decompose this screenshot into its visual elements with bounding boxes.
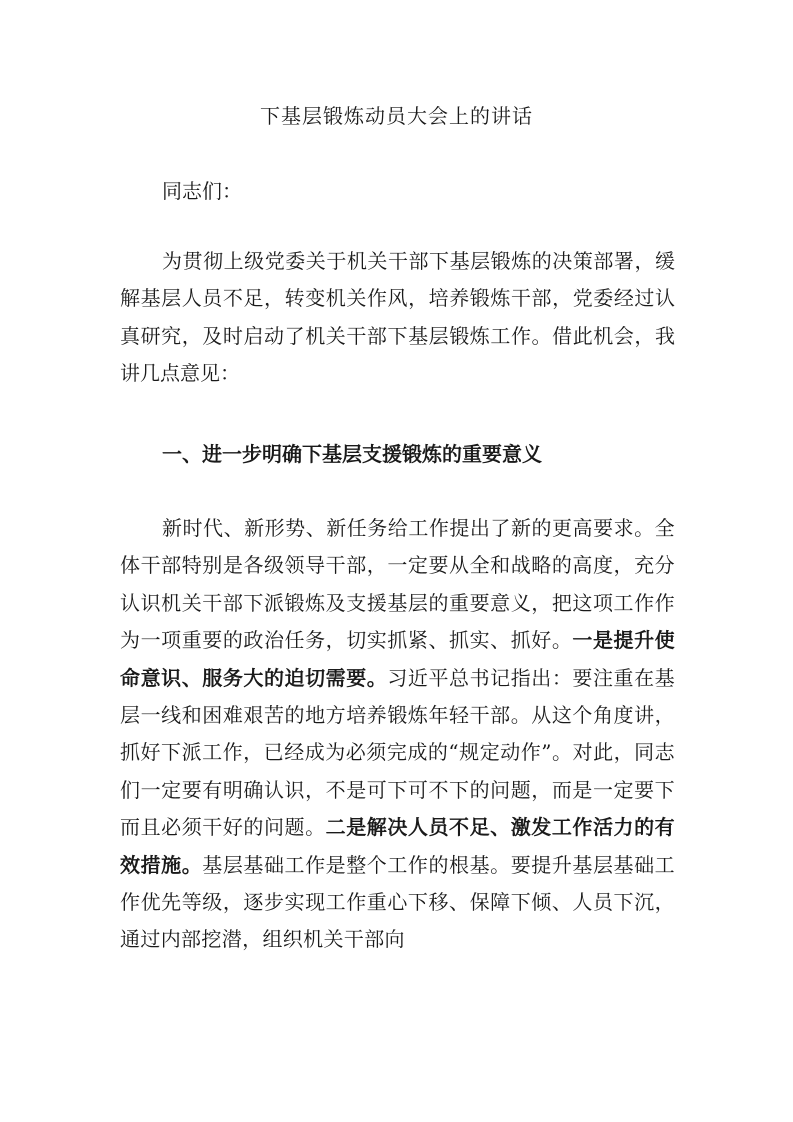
body-text-1: 新时代、新形势、新任务给工作提出了新的更高要求。全体干部特别是各级领导干部，一定要从全和战略的高度，充分认识机关干部下派锻炼及支援基层的重要意义，把这项工作作为一项重要的政治任务，切实抓紧、抓实、抓好。 xyxy=(120,516,675,653)
bold-point-2: 二是解决人员不足、激发工作活力的有效措施。 xyxy=(120,815,676,877)
intro-paragraph: 为贯彻上级党委关于机关干部下基层锻炼的决策部署，缓解基层人员不足，转变机关作风，培养锻炼干部，党委经过认真研究，及时启动了机关干部下基层锻炼工作。借此机会，我讲几点意见： xyxy=(120,249,675,386)
salutation: 同志们： xyxy=(162,179,242,203)
bold-point-1: 一是提升使命意识、服务大的迫切需要。 xyxy=(120,628,676,690)
section-heading: 一、进一步明确下基层支援锻炼的重要意义 xyxy=(162,442,542,466)
body-text-3: 基层基础工作是整个工作的根基。要提升基层基础工作优先等级，逐步实现工作重心下移、保障下倾、人员下沉，通过内部挖潜，组织机关干部向 xyxy=(120,852,675,952)
body-paragraph xyxy=(120,510,675,959)
body-text-2: 习近平总书记指出：要注重在基层一线和困难艰苦的地方培养锻炼年轻干部。从这个角度讲，抓好下派工作，已经成为必须完成的“规定动作”。对此，同志们一定要有明确认识，不是可下可不下的问题，而是一定要下而且必须干好的问题。 xyxy=(120,665,675,840)
document-title: 下基层锻炼动员大会上的讲话 xyxy=(260,104,533,128)
